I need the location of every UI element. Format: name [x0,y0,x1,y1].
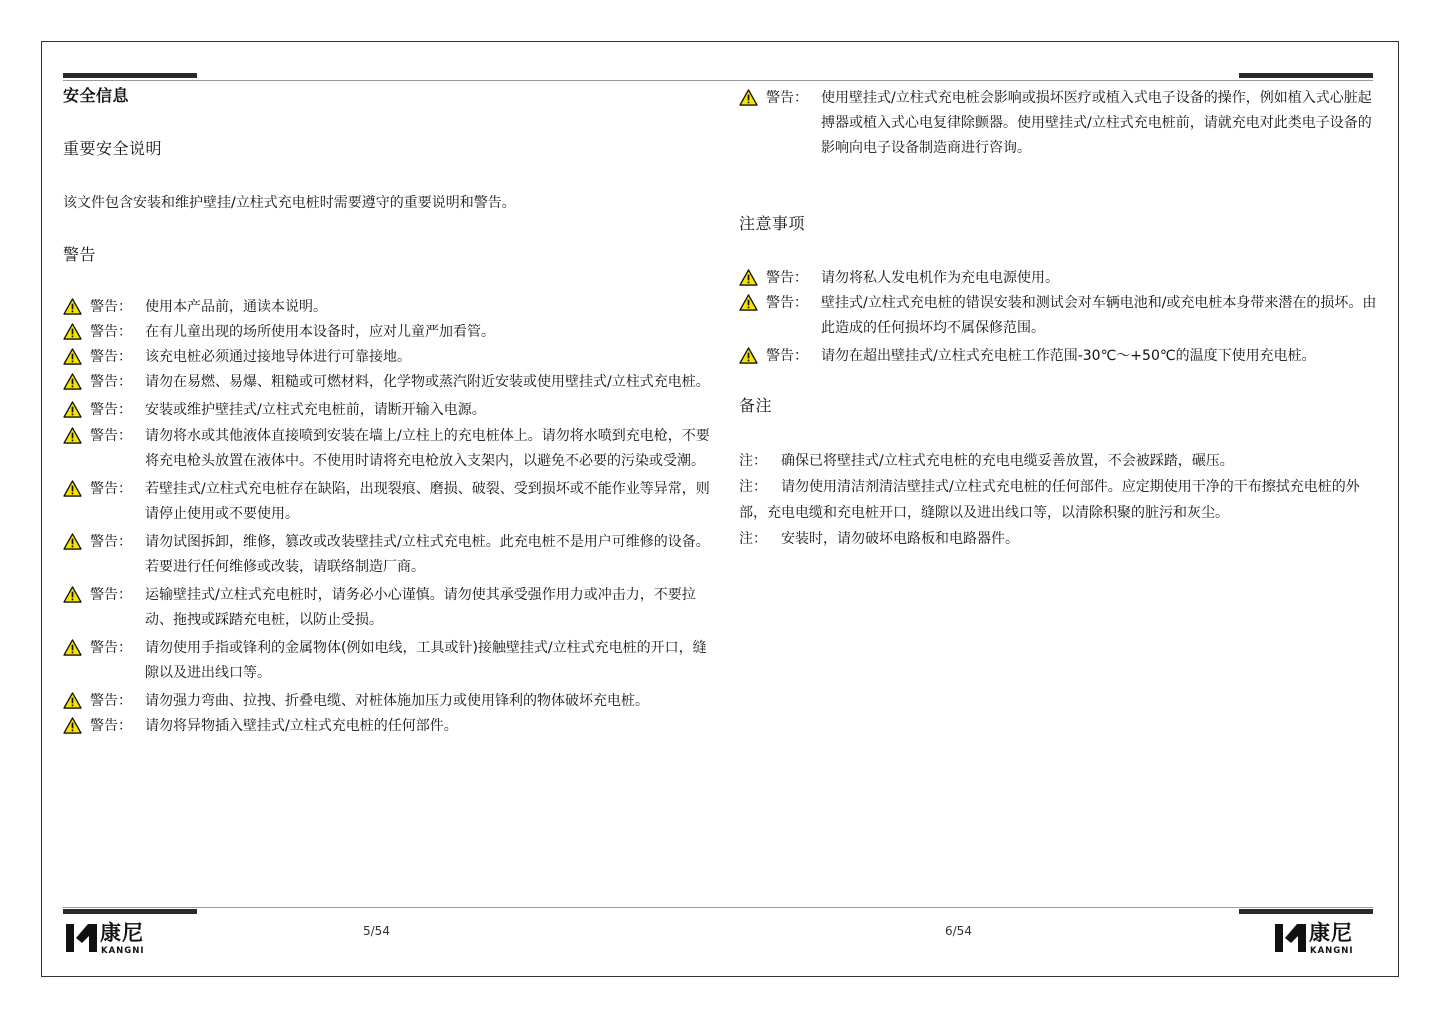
warning-triangle-icon [63,427,82,444]
warning-text: 请勿使用手指或锋利的金属物体(例如电线，工具或针)接触壁挂式/立柱式充电桩的开口，缝隙以及进出线口等。 [145,640,707,681]
footer-rule [63,907,1373,908]
warning-triangle-icon [739,269,758,286]
warning-triangle-icon [739,294,758,311]
warning-text: 请勿将私人发电机作为充电电源使用。 [821,270,1059,286]
warning-triangle-icon [63,373,82,390]
note-text: 确保已将壁挂式/立柱式充电桩的充电电缆妥善放置，不会被踩踏，碾压。 [781,453,1234,469]
warning-item [739,86,1384,161]
warning-label: 警告： [766,348,808,364]
warning-text: 在有儿童出现的场所使用本设备时，应对儿童严加看管。 [145,324,495,340]
kangni-logo-left [64,921,156,957]
warning-item [63,689,713,714]
warning-list [63,295,713,739]
right-page [739,86,1384,552]
warning-item [63,295,713,320]
warning-label: 警告： [90,640,132,656]
logo-text-cn: 康尼 [100,921,144,945]
section-title: 安全信息 [63,86,130,105]
warning-text: 安装或维护壁挂式/立柱式充电桩前，请断开输入电源。 [145,402,486,418]
note-text: 请勿使用清洁剂清洁壁挂式/立柱式充电桩的任何部件。应定期使用干净的干布擦拭充电桩的外部，充电电缆和充电桩开口，缝隙以及进出线口等，以清除积聚的脏污和灰尘。 [739,479,1360,521]
warning-text: 壁挂式/立柱式充电桩的错误安装和测试会对车辆电池和/或充电桩本身带来潜在的损坏。由此造成的任何损坏均不属保修范围。 [821,295,1377,336]
warning-text: 请勿将异物插入壁挂式/立柱式充电桩的任何部件。 [145,718,458,734]
logo-text-en: KANGNI [1310,946,1354,956]
warning-label: 警告： [90,349,132,365]
logo-text-cn: 康尼 [1309,921,1353,945]
footer-bar-left [63,909,197,914]
notes-heading: 备注 [739,396,773,415]
warning-item [63,477,713,527]
warning-text: 该充电桩必须通过接地导体进行可靠接地。 [145,349,411,365]
header-bar-left [63,73,197,78]
kangni-logo-mark [64,921,98,955]
warning-item [63,424,713,474]
warning-label: 警告： [766,270,808,286]
warning-text: 使用壁挂式/立柱式充电桩会影响或损坏医疗或植入式电子设备的操作，例如植入式心脏起搏器或植入式心电复律除颤器。使用壁挂式/立柱式充电桩前，请就充电对此类电子设备的影响向电子设备制造商进行咨询。 [821,90,1372,156]
warning-item [63,320,713,345]
warning-label: 警告： [90,402,132,418]
warning-text: 请勿试图拆卸，维修，篡改或改装壁挂式/立柱式充电桩。此充电桩不是用户可维修的设备。若要进行任何维修或改装，请联络制造厂商。 [145,534,710,575]
warning-text: 运输壁挂式/立柱式充电桩时，请务必小心谨慎。请勿使其承受强作用力或冲击力，不要拉动、拖拽或踩踏充电桩，以防止受损。 [145,587,696,628]
kangni-logo-right [1273,921,1365,957]
header-rule [63,80,1373,81]
warning-item [739,291,1384,341]
warning-item [739,344,1384,369]
intro-text: 该文件包含安装和维护壁挂/立柱式充电桩时需要遵守的重要说明和警告。 [63,195,516,211]
warning-label: 警告： [766,90,808,106]
warning-label: 警告： [90,693,132,709]
warning-triangle-icon [63,586,82,603]
caution-heading: 注意事项 [739,214,806,233]
warning-triangle-icon [63,298,82,315]
warning-label: 警告： [90,587,132,603]
warning-item [63,398,713,423]
warning-triangle-icon [63,639,82,656]
note-item [739,526,1384,552]
warning-triangle-icon [63,323,82,340]
warning-triangle-icon [739,347,758,364]
logo-text-en: KANGNI [101,946,145,956]
warning-triangle-icon [63,401,82,418]
note-label: 注： [739,531,767,547]
header-bar-right [1239,73,1373,78]
warning-item [63,530,713,580]
warning-triangle-icon [63,480,82,497]
warning-item [63,636,713,686]
notes-list [739,448,1384,552]
page-number-left: 5/54 [363,924,390,938]
warning-heading: 警告 [63,245,97,264]
warning-item [63,370,713,395]
warning-item [63,583,713,633]
note-item [739,474,1384,526]
warning-text: 若壁挂式/立柱式充电桩存在缺陷，出现裂痕、磨损、破裂、受到损坏或不能作业等异常，则请停止使用或不要使用。 [145,481,710,522]
kangni-logo-mark [1273,921,1307,955]
caution-list [739,266,1384,369]
warning-item [739,266,1384,291]
warning-label: 警告： [90,374,132,390]
warning-triangle-icon [63,717,82,734]
warning-label: 警告： [90,534,132,550]
note-text: 安装时，请勿破坏电路板和电路器件。 [781,531,1019,547]
warning-text: 请勿在超出壁挂式/立柱式充电桩工作范围-30℃～+50℃的温度下使用充电桩。 [821,348,1316,364]
left-page [63,86,713,739]
warning-text: 请勿强力弯曲、拉拽、折叠电缆、对桩体施加压力或使用锋利的物体破坏充电桩。 [145,693,649,709]
note-label: 注： [739,453,767,469]
warning-item [63,714,713,739]
note-item [739,448,1384,474]
warning-triangle-icon [63,692,82,709]
note-label: 注： [739,479,767,495]
warning-label: 警告： [90,299,132,315]
warning-label: 警告： [90,718,132,734]
warning-label: 警告： [90,428,132,444]
warning-text: 请勿在易燃、易爆、粗糙或可燃材料，化学物或蒸汽附近安装或使用壁挂式/立柱式充电桩。 [145,374,710,390]
warning-item [63,345,713,370]
warning-label: 警告： [90,481,132,497]
warning-label: 警告： [90,324,132,340]
warning-label: 警告： [766,295,808,311]
warning-triangle-icon [63,348,82,365]
warning-text: 使用本产品前，通读本说明。 [145,299,327,315]
warning-triangle-icon [739,89,758,106]
warning-text: 请勿将水或其他液体直接喷到安装在墙上/立柱上的充电桩体上。请勿将水喷到充电枪，不要将充电枪头放置在液体中。不使用时请将充电枪放入支架内，以避免不必要的污染或受潮。 [145,428,710,469]
section-subtitle: 重要安全说明 [63,139,163,158]
warning-triangle-icon [63,533,82,550]
footer-bar-right [1239,909,1373,914]
page-number-right: 6/54 [945,924,972,938]
